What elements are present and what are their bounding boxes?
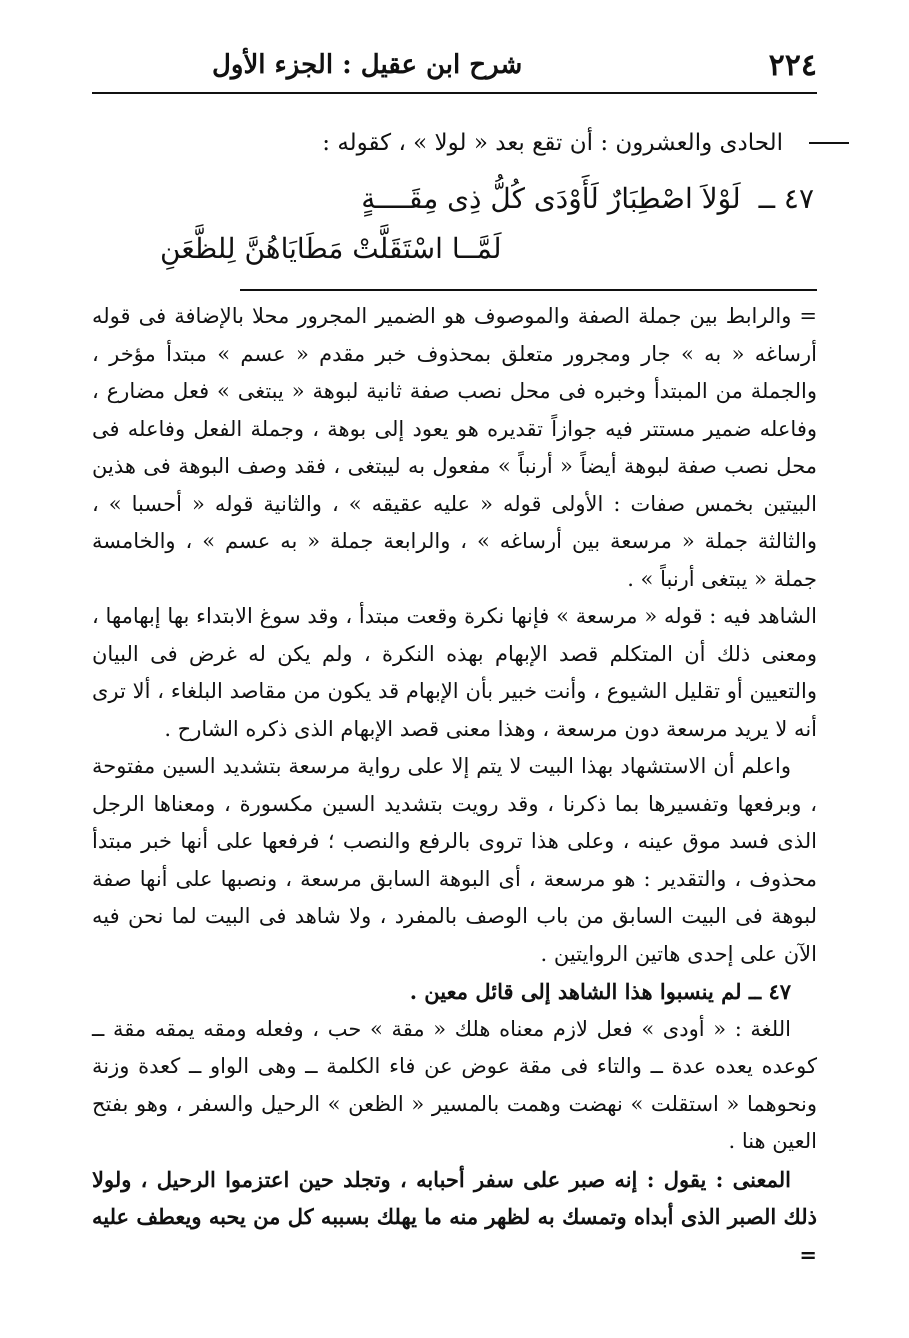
footnote-divider: [240, 289, 817, 291]
running-title: شرح ابن عقيل : الجزء الأول: [212, 50, 523, 80]
leading-dash: [809, 142, 849, 144]
paragraph-syntax: = والرابط بين جملة الصفة والموصوف هو الضمير المجرور محلا بالإضافة فى قوله أرساغه « به » جار ومجرور متعلق بمحذوف خبر مقدم « عسم » مبتدأ مؤخر ، والجملة من المبتدأ وخبره فى محل نصب صفة ثانية لبوهة « يبتغى » فعل مضارع ، وفاعله ضمير مستتر فيه جوازاً تقديره هو يعود إلى بوهة ، وجملة الفعل وفاعله فى محل نصب صفة لبوهة أيضاً « أرنباً » مفعول به ليبتغى ، فقد وصف البوهة فى هذين البيتين بخمس صفات : الأولى قوله « عليه عقيقه » ، والثانية قوله « أحسبا » ، والثالثة جملة « مرسعة بين أرساغه » ، والرابعة جملة « به عسم » ، والخامسة جملة « يبتغى أرنباً » .: [92, 304, 817, 591]
paragraph-language: اللغة : « أودى » فعل لازم معناه هلك « مقة » حب ، وفعله ومقه يمقه مقة ــ كوعده يعده عدة ــ والتاء فى مقة عوض عن فاء الكلمة ــ وهى الواو ــ كعدة وزنة ونحوهما « استقلت » نهضت وهمت بالمسير « الظعن » الرحيل والسفر ، وهو بفتح العين هنا .: [92, 1016, 817, 1153]
intro-line: [322, 130, 849, 156]
paragraph-attribution: ٤٧ ــ لم ينسبوا هذا الشاهد إلى قائل معين .: [409, 979, 791, 1004]
verse-second-half: لَمَّــا اسْتَقَلَّتْ مَطَايَاهُنَّ لِلظَّعَنِ: [160, 232, 502, 265]
footnote-body: [92, 298, 817, 1273]
page-header: [92, 38, 817, 94]
paragraph-note: واعلم أن الاستشهاد بهذا البيت لا يتم إلا على رواية مرسعة بتشديد السين مفتوحة ، وبرفعها وتفسيرها بما ذكرنا ، وقد رويت بتشديد السين مكسورة ، ومعناها الرجل الذى فسد موق عينه ، وعلى هذا تروى بالرفع والنصب ؛ فرفعها على أنها خبر مبتدأ محذوف ، والتقدير : هو مرسعة ، أى البوهة السابق مرسعة ، ونصبها على أنها صفة لبوهة فى البيت السابق من باب الوصف بالمفرد ، ولا شاهد فى البيت لما نحن فيه الآن على إحدى هاتين الروايتين .: [92, 754, 817, 966]
paragraph-meaning: المعنى : يقول : إنه صبر على سفر أحبابه ، وتجلد حين اعتزموا الرحيل ، ولولا ذلك الصبر الذى أبداه وتمسك به لظهر منه ما يهلك بسببه كل من يحبه ويعطف عليه =: [92, 1166, 817, 1267]
page-number: ٢٢٤: [768, 47, 817, 83]
verse-number: ٤٧ ــ: [758, 182, 814, 215]
verse-line-1: [361, 182, 814, 215]
intro-text: الحادى والعشرون : أن تقع بعد « لولا » ، كقوله :: [322, 130, 783, 156]
verse-first-half: لَوْلاَ اصْطِبَارٌ لَأَوْدَى كُلُّ ذِى مِقَــــةٍ: [361, 182, 741, 215]
paragraph-evidence: الشاهد فيه : قوله « مرسعة » فإنها نكرة وقعت مبتدأ ، وقد سوغ الابتداء بها إبهامها ، ومعنى ذلك أن المتكلم قصد الإبهام بهذه النكرة ، ولم يكن له غرض فى البيان والتعيين أو تقليل الشيوع ، وأنت خبير بأن الإبهام قد يكون من مقاصد البلغاء ، ألا ترى أنه لا يريد مرسعة دون مرسعة ، وهذا معنى قصد الإبهام الذى ذكره الشارح .: [92, 604, 817, 741]
